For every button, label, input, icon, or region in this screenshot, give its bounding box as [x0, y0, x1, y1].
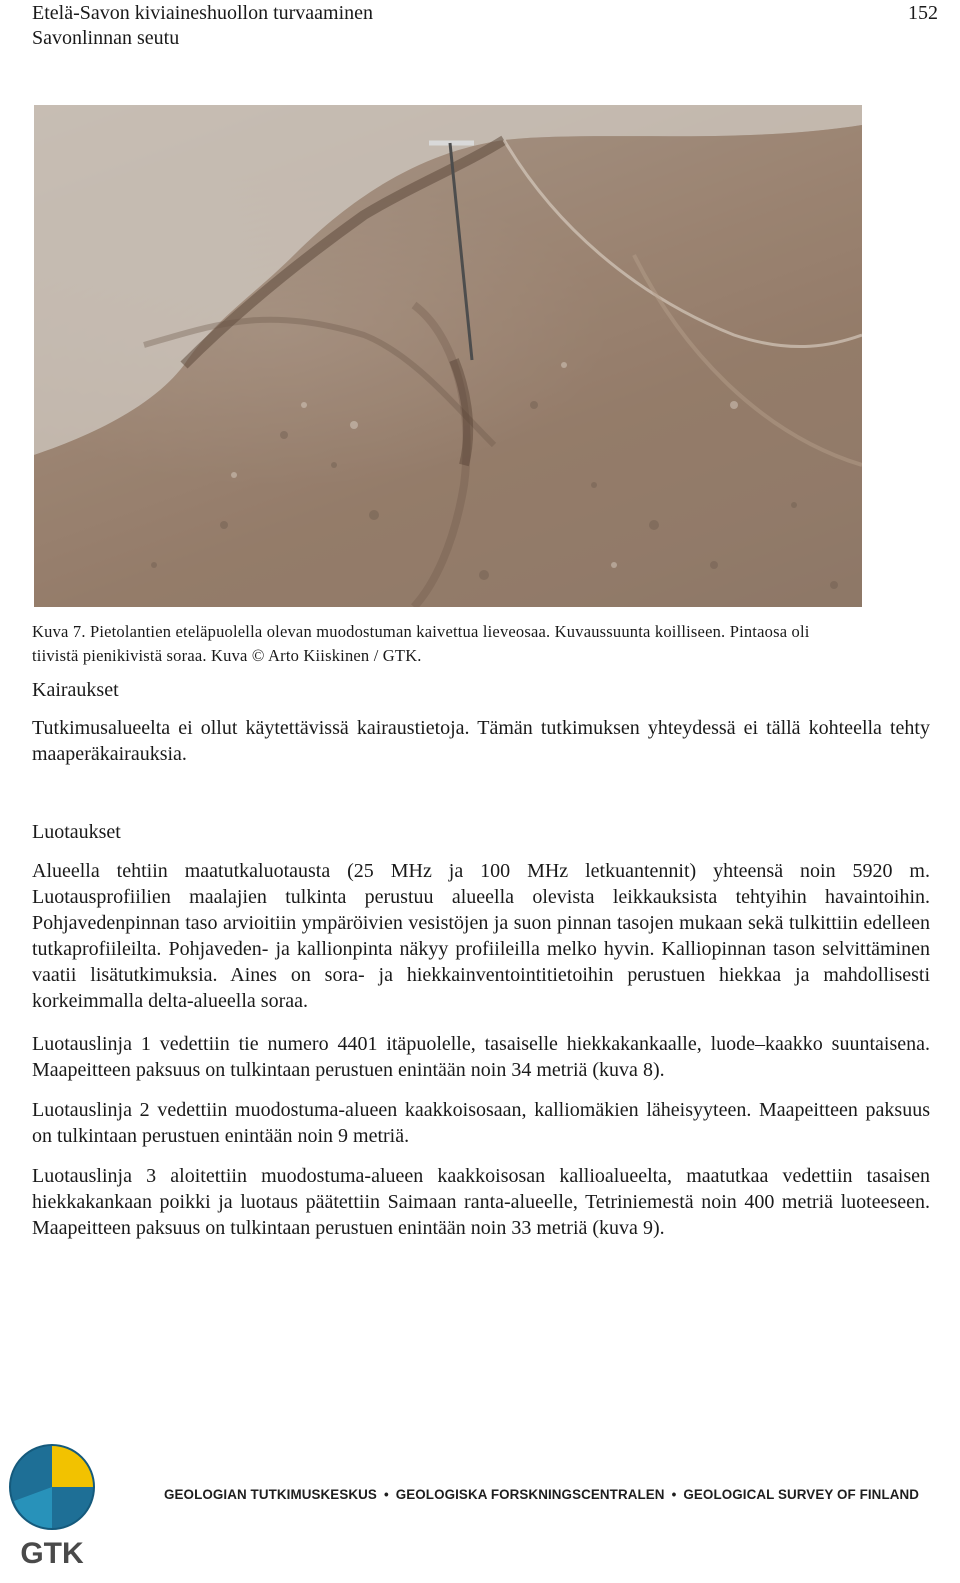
- org-name-swedish: GEOLOGISKA FORSKNINGSCENTRALEN: [395, 1487, 665, 1502]
- running-header: [32, 1, 373, 51]
- figure-caption: [32, 620, 932, 668]
- section-heading-kairaukset: Kairaukset: [32, 679, 119, 701]
- gtk-logo-icon: [8, 1443, 98, 1568]
- caption-line-1: Kuva 7. Pietolantien eteläpuolella olevan muodostuman kaivettua lieveosaa. Kuvaussuunta koilliseen. Pintaosa oli: [32, 622, 810, 641]
- gtk-logo: [8, 1443, 98, 1568]
- gtk-logo-text: GTK: [20, 1537, 84, 1568]
- header-title: Etelä-Savon kiviaineshuollon turvaaminen: [32, 2, 374, 24]
- separator-dot: •: [383, 1487, 389, 1502]
- org-name-finnish: GEOLOGIAN TUTKIMUSKESKUS: [164, 1487, 377, 1502]
- page-number: 152: [908, 2, 938, 24]
- paragraph-luotaukset-4: Luotauslinja 3 aloitettiin muodostuma-alueen kaakkoisosan kallioalueelta, maatutkaa vedettiin tasaisen hiekkakankaan poikki ja luotaus päätettiin Saimaan ranta-alueelle, Tetriniemestä noin 400 metriä luoteeseen. Maapeitteen paksuus on tulkintaan perustuen enintään noin 33 metriä (kuva 9).: [32, 1165, 930, 1239]
- caption-line-2: tiivistä pienikivistä soraa. Kuva © Arto Kiiskinen / GTK.: [32, 646, 422, 665]
- paragraph-luotaukset-3: Luotauslinja 2 vedettiin muodostuma-alueen kaakkoisosaan, kalliomäkien läheisyyteen. Maapeitteen paksuus on tulkintaan perustuen enintään noin 9 metriä.: [32, 1099, 930, 1147]
- organization-names: [164, 1487, 954, 1502]
- separator-dot: •: [671, 1487, 677, 1502]
- paragraph-kairaukset: Tutkimusalueelta ei ollut käytettävissä kairaustietoja. Tämän tutkimuksen yhteydessä ei tällä kohteella tehty maaperäkairauksia.: [32, 717, 930, 765]
- header-subtitle: Savonlinnan seutu: [32, 27, 180, 49]
- photo-illustration: [34, 105, 862, 607]
- section-heading-luotaukset: Luotaukset: [32, 821, 121, 843]
- org-name-english: GEOLOGICAL SURVEY OF FINLAND: [683, 1487, 920, 1502]
- paragraph-luotaukset-2: Luotauslinja 1 vedettiin tie numero 4401 itäpuolelle, tasaiselle hiekkakankaalle, luode–kaakko suuntaisena. Maapeitteen paksuus on tulkintaan perustuen enintään noin 34 metriä (kuva 8).: [32, 1033, 930, 1081]
- excavation-photo: [34, 105, 862, 607]
- paragraph-luotaukset-1: Alueella tehtiin maatutkaluotausta (25 MHz ja 100 MHz letkuantennit) yhteensä noin 5920 m. Luotausprofiilien maalajien tulkinta perustuu alueella olevista leikkauksista tehtyihin havaintoihin. Pohjavedenpinnan taso arvioitiin ympäröivien vesistöjen ja suon pinnan tasojen mukaan sekä tulkittiin edelleen tutkaprofiileilta. Pohjaveden- ja kallionpinta näkyy profiileilla melko hyvin. Kalliopinnan tason selvittäminen vaatii lisätutkimuksia. Aines on sora- ja hiekkainventointitietoihin perustuen hiekkaa ja mahdollisesti korkeimmalla delta-alueella soraa.: [32, 860, 930, 1012]
